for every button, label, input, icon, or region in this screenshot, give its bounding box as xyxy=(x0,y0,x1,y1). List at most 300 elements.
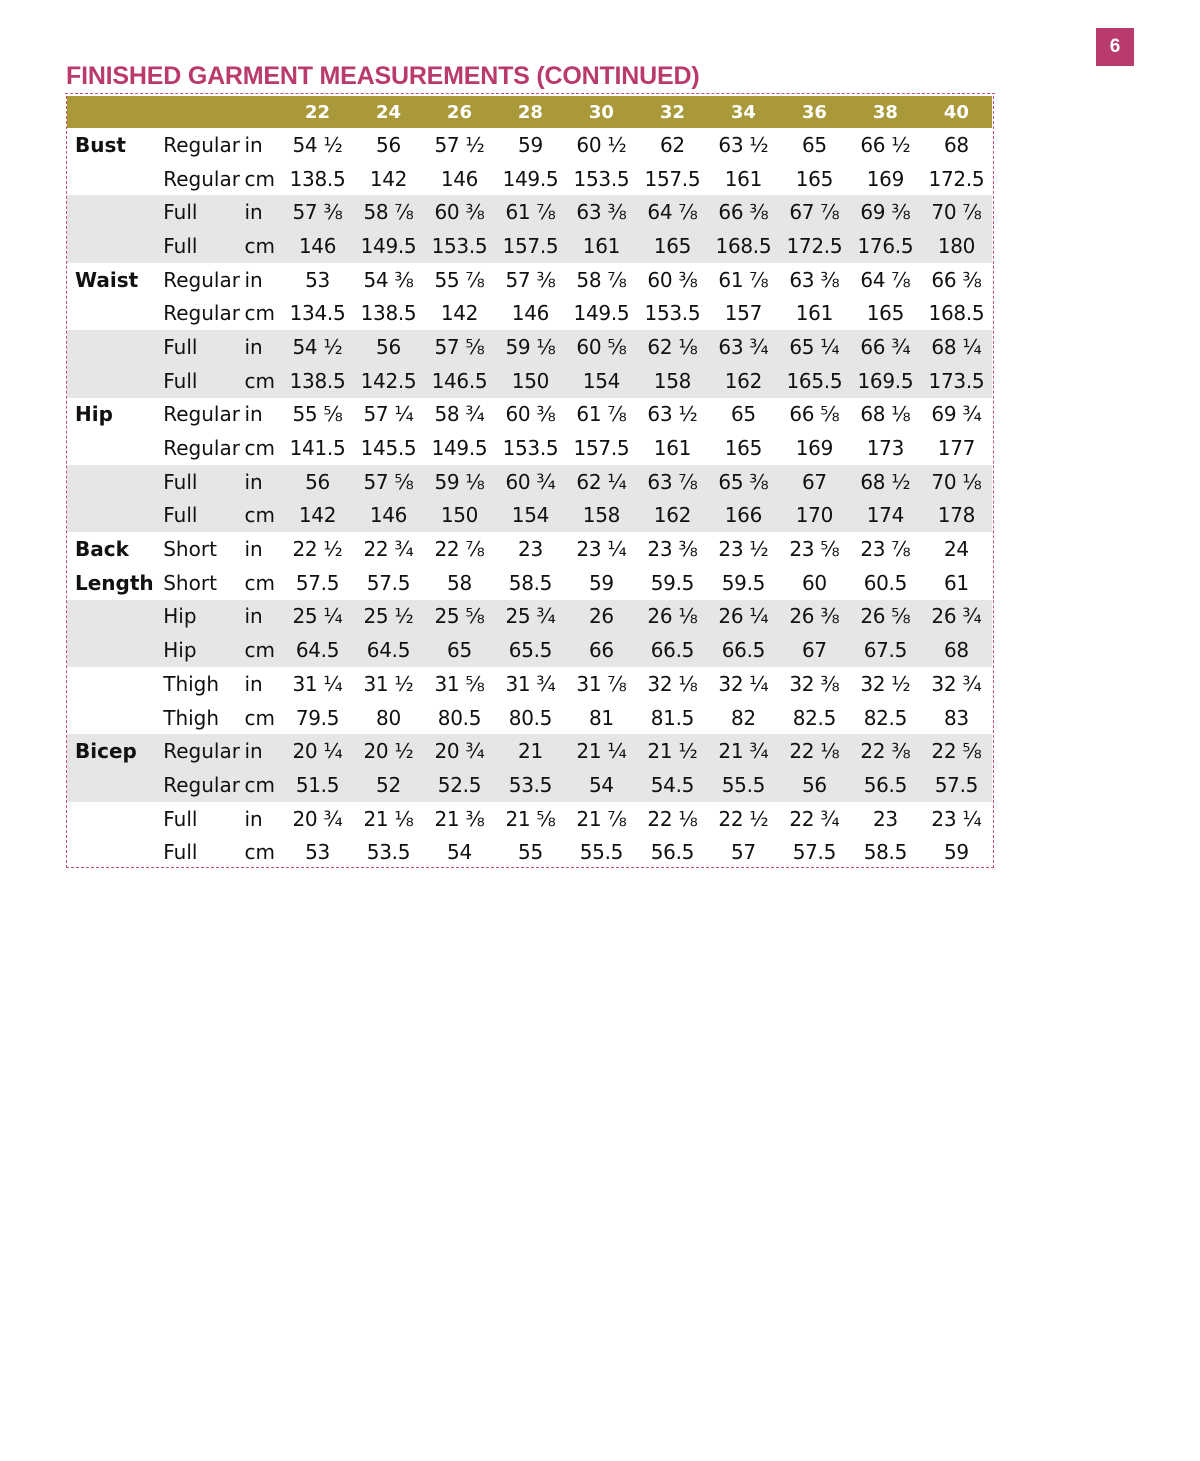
measurement-value: 169 xyxy=(795,436,834,461)
measurement-value: 57 ⅜ xyxy=(292,200,343,225)
measurement-value: 66 ¾ xyxy=(860,334,911,359)
fit-label: Full xyxy=(163,840,198,865)
size-header-24: 24 xyxy=(375,101,401,123)
measurement-value: 56 xyxy=(305,469,330,494)
measurement-value: 70 ⅞ xyxy=(931,200,982,225)
measurement-value: 59.5 xyxy=(650,570,695,595)
measurement-value: 53 xyxy=(305,267,330,292)
measurement-value: 146 xyxy=(369,503,408,528)
size-header-22: 22 xyxy=(304,101,331,123)
measurement-value: 52.5 xyxy=(437,772,482,797)
measurement-value: 56 xyxy=(376,334,401,359)
fit-label: Thigh xyxy=(163,705,220,730)
measurement-value: 165 xyxy=(724,436,763,461)
unit-label: cm xyxy=(244,840,275,865)
measurement-value: 66.5 xyxy=(650,638,695,663)
unit-label: cm xyxy=(244,166,275,191)
page-title: FINISHED GARMENT MEASUREMENTS (CONTINUED) xyxy=(66,62,700,90)
measurement-value: 59 xyxy=(944,840,969,865)
measurement-value: 134.5 xyxy=(289,301,346,326)
measurement-value: 60 ¾ xyxy=(505,469,556,494)
measurement-value: 59 ⅛ xyxy=(434,469,485,494)
measurement-value: 158 xyxy=(582,503,621,528)
table-row xyxy=(67,499,992,533)
measurement-value: 161 xyxy=(653,436,692,461)
size-header-row xyxy=(67,96,992,128)
table-row xyxy=(67,465,992,499)
measurement-value: 61 ⅞ xyxy=(576,402,627,427)
measurement-value: 66 ⅜ xyxy=(931,267,982,292)
measurement-group xyxy=(67,229,155,263)
measurement-value: 60 xyxy=(801,570,827,595)
measurement-value: 66 ⅜ xyxy=(718,200,769,225)
measurement-value: 153.5 xyxy=(431,233,488,258)
measurements-body xyxy=(67,128,992,869)
table-row xyxy=(67,835,992,869)
measurement-value: 67 xyxy=(801,469,827,494)
measurement-value: 23 ⅞ xyxy=(860,537,911,562)
measurement-value: 177 xyxy=(937,436,976,461)
measurement-value: 54 xyxy=(447,840,472,865)
unit-label: cm xyxy=(244,705,275,730)
table-row xyxy=(67,162,992,196)
size-header-28: 28 xyxy=(517,101,543,123)
measurement-value: 26 ⅝ xyxy=(860,604,911,629)
measurement-value: 53.5 xyxy=(508,772,553,797)
measurement-value: 57.5 xyxy=(934,772,979,797)
measurement-value: 25 ⅝ xyxy=(434,604,485,629)
measurement-value: 146 xyxy=(440,166,479,191)
measurement-value: 20 ¾ xyxy=(292,806,343,831)
measurement-value: 165 xyxy=(866,301,904,326)
measurement-group xyxy=(67,768,155,802)
measurement-value: 63 ⅜ xyxy=(576,200,627,225)
table-row xyxy=(67,667,992,701)
measurement-group xyxy=(67,802,155,836)
measurements-table-frame xyxy=(66,96,994,868)
measurement-value: 52 xyxy=(376,772,401,797)
measurement-value: 32 ¼ xyxy=(718,671,769,696)
measurement-value: 67.5 xyxy=(863,638,908,663)
unit-label: in xyxy=(244,267,263,292)
measurement-value: 178 xyxy=(937,503,976,528)
measurement-value: 162 xyxy=(724,368,763,393)
measurement-value: 61 xyxy=(944,570,969,595)
measurement-value: 62 xyxy=(659,132,685,157)
measurement-value: 162 xyxy=(653,503,692,528)
measurement-value: 169 xyxy=(866,166,904,191)
fit-label: Regular xyxy=(163,402,240,427)
measurement-value: 154 xyxy=(511,503,550,528)
measurement-value: 23 xyxy=(872,806,898,831)
table-row xyxy=(67,600,992,634)
measurement-value: 22 ½ xyxy=(718,806,769,831)
fit-label: Regular xyxy=(163,267,240,292)
measurement-value: 141.5 xyxy=(289,436,346,461)
measurement-value: 32 ⅜ xyxy=(789,671,840,696)
measurement-value: 168.5 xyxy=(715,233,772,258)
measurement-value: 166 xyxy=(724,503,763,528)
unit-label: in xyxy=(244,604,263,629)
table-row xyxy=(67,229,992,263)
measurement-group xyxy=(67,667,155,701)
measurement-value: 55 ⅞ xyxy=(434,267,485,292)
measurement-value: 154 xyxy=(582,368,621,393)
fit-label: Full xyxy=(163,469,198,494)
unit-label: in xyxy=(244,132,263,157)
measurement-value: 176.5 xyxy=(857,233,914,258)
measurement-value: 158 xyxy=(653,368,692,393)
measurement-group xyxy=(67,296,155,330)
measurement-group: Back xyxy=(75,537,129,562)
measurement-group xyxy=(67,499,155,533)
measurement-value: 21 ⅞ xyxy=(576,806,627,831)
measurement-value: 63 ⅜ xyxy=(789,267,840,292)
measurement-value: 146 xyxy=(298,233,337,258)
measurement-value: 63 ⅞ xyxy=(647,469,698,494)
measurement-value: 68 ¼ xyxy=(931,334,982,359)
measurement-value: 23 ⅜ xyxy=(647,537,698,562)
measurement-value: 68 xyxy=(944,132,969,157)
measurement-value: 57 ⅜ xyxy=(505,267,556,292)
measurement-value: 157 xyxy=(724,301,763,326)
measurement-value: 20 ¾ xyxy=(434,739,485,764)
measurement-value: 149.5 xyxy=(502,166,559,191)
measurement-value: 150 xyxy=(511,368,550,393)
measurement-value: 153.5 xyxy=(573,166,630,191)
measurement-group: Waist xyxy=(75,267,139,292)
measurement-value: 57.5 xyxy=(295,570,340,595)
unit-label: cm xyxy=(244,233,275,258)
unit-label: cm xyxy=(244,301,275,326)
measurement-group xyxy=(67,835,155,869)
page-number-badge xyxy=(1096,28,1134,66)
measurement-value: 26 ¾ xyxy=(931,604,982,629)
fit-label: Regular xyxy=(163,301,240,326)
measurement-value: 81.5 xyxy=(650,705,695,730)
measurement-group xyxy=(67,364,155,398)
measurement-value: 22 ⅞ xyxy=(434,537,485,562)
measurement-group: Bust xyxy=(75,132,126,157)
measurement-value: 32 ¾ xyxy=(931,671,982,696)
page-number: 6 xyxy=(1109,36,1121,57)
measurement-value: 64.5 xyxy=(366,638,411,663)
measurement-value: 149.5 xyxy=(360,233,417,258)
measurement-value: 63 ¾ xyxy=(718,334,769,359)
measurement-value: 57.5 xyxy=(366,570,411,595)
measurement-value: 65.5 xyxy=(508,638,553,663)
measurement-value: 23 xyxy=(518,537,543,562)
measurement-value: 142 xyxy=(298,503,337,528)
measurement-value: 67 xyxy=(801,638,827,663)
unit-label: cm xyxy=(244,772,275,797)
measurement-value: 58 ¾ xyxy=(434,402,485,427)
measurement-value: 22 ¾ xyxy=(789,806,840,831)
table-row xyxy=(67,532,992,566)
measurement-value: 58.5 xyxy=(508,570,553,595)
table-row xyxy=(67,768,992,802)
measurement-value: 24 xyxy=(944,537,969,562)
measurement-value: 31 ½ xyxy=(363,671,414,696)
measurement-value: 79.5 xyxy=(295,705,340,730)
measurement-value: 54 ⅜ xyxy=(363,267,414,292)
measurement-value: 57 ⅝ xyxy=(434,334,485,359)
size-header-26: 26 xyxy=(446,101,472,123)
measurement-value: 65 ⅜ xyxy=(718,469,769,494)
fit-label: Short xyxy=(163,570,217,595)
measurement-value: 65 xyxy=(801,132,827,157)
table-row xyxy=(67,734,992,768)
measurement-value: 82.5 xyxy=(792,705,837,730)
measurement-value: 161 xyxy=(724,166,763,191)
measurement-value: 64.5 xyxy=(295,638,340,663)
table-row xyxy=(67,701,992,735)
measurement-value: 22 ½ xyxy=(292,537,343,562)
measurement-value: 57 xyxy=(730,840,756,865)
header-blank xyxy=(155,96,244,128)
unit-label: in xyxy=(244,200,263,225)
measurement-value: 57.5 xyxy=(792,840,837,865)
fit-label: Full xyxy=(163,200,198,225)
measurement-value: 21 ¾ xyxy=(718,739,769,764)
unit-label: cm xyxy=(244,368,275,393)
table-row xyxy=(67,802,992,836)
measurement-value: 23 ⅝ xyxy=(789,537,840,562)
measurement-value: 22 ¾ xyxy=(363,537,414,562)
fit-label: Regular xyxy=(163,132,240,157)
measurement-value: 54.5 xyxy=(650,772,695,797)
measurement-value: 157.5 xyxy=(644,166,701,191)
measurement-value: 51.5 xyxy=(295,772,340,797)
measurement-value: 161 xyxy=(582,233,621,258)
table-row xyxy=(67,398,992,432)
measurement-value: 57 ½ xyxy=(434,132,485,157)
measurement-value: 157.5 xyxy=(502,233,559,258)
measurement-value: 58.5 xyxy=(863,840,908,865)
measurement-value: 172.5 xyxy=(928,166,985,191)
measurement-value: 64 ⅞ xyxy=(860,267,911,292)
measurement-value: 58 ⅞ xyxy=(576,267,627,292)
measurement-value: 31 ⅝ xyxy=(434,671,485,696)
measurement-value: 64 ⅞ xyxy=(647,200,698,225)
measurement-value: 174 xyxy=(866,503,904,528)
measurement-value: 54 ½ xyxy=(292,334,343,359)
unit-label: cm xyxy=(244,570,275,595)
header-blank xyxy=(244,96,282,128)
size-header-32: 32 xyxy=(659,101,685,123)
fit-label: Hip xyxy=(163,638,197,663)
fit-label: Regular xyxy=(163,739,240,764)
measurement-value: 55 xyxy=(518,840,543,865)
measurement-group: Bicep xyxy=(75,739,137,764)
measurement-value: 21 ⅛ xyxy=(363,806,414,831)
measurement-value: 60 ⅜ xyxy=(505,402,556,427)
measurement-value: 169.5 xyxy=(857,368,914,393)
fit-label: Full xyxy=(163,806,198,831)
measurement-value: 59.5 xyxy=(721,570,766,595)
measurement-value: 66 xyxy=(589,638,614,663)
measurement-value: 170 xyxy=(795,503,834,528)
table-row xyxy=(67,296,992,330)
measurement-group xyxy=(67,162,155,196)
measurement-group: Hip xyxy=(75,402,113,427)
measurement-value: 153.5 xyxy=(644,301,701,326)
measurement-value: 66 ½ xyxy=(860,132,911,157)
measurement-value: 21 xyxy=(518,739,543,764)
table-row xyxy=(67,195,992,229)
measurement-value: 56 xyxy=(801,772,827,797)
measurement-value: 57 ¼ xyxy=(363,402,414,427)
measurement-value: 59 xyxy=(589,570,614,595)
measurement-value: 165 xyxy=(653,233,692,258)
measurement-group xyxy=(67,600,155,634)
measurement-group xyxy=(67,195,155,229)
measurement-value: 172.5 xyxy=(786,233,843,258)
measurement-value: 54 xyxy=(589,772,614,797)
measurement-value: 63 ½ xyxy=(647,402,698,427)
measurement-value: 67 ⅞ xyxy=(789,200,840,225)
fit-label: Full xyxy=(163,368,198,393)
measurement-value: 60 ⅜ xyxy=(647,267,698,292)
measurement-value: 168.5 xyxy=(928,301,985,326)
measurement-value: 56.5 xyxy=(650,840,695,865)
unit-label: cm xyxy=(244,436,275,461)
measurement-value: 165 xyxy=(795,166,834,191)
measurement-value: 173 xyxy=(866,436,904,461)
measurement-value: 26 ⅜ xyxy=(789,604,840,629)
measurement-value: 81 xyxy=(589,705,614,730)
measurement-value: 23 ¼ xyxy=(931,806,982,831)
measurement-value: 31 ¾ xyxy=(505,671,556,696)
fit-label: Thigh xyxy=(163,671,220,696)
size-header-30: 30 xyxy=(588,101,614,123)
measurement-value: 68 ⅛ xyxy=(860,402,911,427)
unit-label: cm xyxy=(244,503,275,528)
measurement-group xyxy=(67,330,155,364)
measurement-group xyxy=(67,701,155,735)
measurement-value: 161 xyxy=(795,301,834,326)
measurement-value: 70 ⅛ xyxy=(931,469,982,494)
measurement-value: 59 ⅛ xyxy=(505,334,556,359)
measurement-value: 138.5 xyxy=(360,301,417,326)
measurement-value: 68 xyxy=(944,638,969,663)
measurement-value: 80.5 xyxy=(508,705,553,730)
measurement-value: 146.5 xyxy=(431,368,488,393)
fit-label: Regular xyxy=(163,772,240,797)
unit-label: in xyxy=(244,469,263,494)
measurement-value: 21 ⅝ xyxy=(505,806,556,831)
measurement-value: 26 ¼ xyxy=(718,604,769,629)
measurement-value: 22 ⅝ xyxy=(931,739,982,764)
fit-label: Full xyxy=(163,503,198,528)
measurement-value: 26 ⅛ xyxy=(647,604,698,629)
measurement-value: 153.5 xyxy=(502,436,559,461)
header-blank xyxy=(67,96,155,128)
measurement-value: 55.5 xyxy=(579,840,624,865)
measurement-value: 56 xyxy=(376,132,401,157)
measurement-value: 21 ¼ xyxy=(576,739,627,764)
measurement-value: 142.5 xyxy=(360,368,417,393)
fit-label: Full xyxy=(163,334,198,359)
measurement-value: 58 xyxy=(447,570,472,595)
measurement-value: 82 xyxy=(730,705,756,730)
measurement-value: 31 ⅞ xyxy=(576,671,627,696)
measurement-value: 60 ½ xyxy=(576,132,627,157)
measurement-value: 21 ½ xyxy=(647,739,698,764)
measurement-value: 20 ½ xyxy=(363,739,414,764)
measurement-value: 53 xyxy=(305,840,330,865)
measurement-value: 25 ¼ xyxy=(292,604,343,629)
measurement-value: 173.5 xyxy=(928,368,985,393)
measurement-value: 65 ¼ xyxy=(789,334,840,359)
measurement-value: 22 ⅛ xyxy=(647,806,698,831)
measurement-value: 157.5 xyxy=(573,436,630,461)
measurement-value: 23 ½ xyxy=(718,537,769,562)
measurement-value: 22 ⅛ xyxy=(789,739,840,764)
measurement-value: 80.5 xyxy=(437,705,482,730)
measurement-value: 21 ⅜ xyxy=(434,806,485,831)
unit-label: in xyxy=(244,806,263,831)
measurement-value: 55 ⅝ xyxy=(292,402,343,427)
measurement-value: 66 ⅝ xyxy=(789,402,840,427)
measurement-value: 62 ¼ xyxy=(576,469,627,494)
measurement-value: 83 xyxy=(944,705,969,730)
measurement-group xyxy=(67,431,155,465)
measurement-value: 54 ½ xyxy=(292,132,343,157)
measurement-value: 82.5 xyxy=(863,705,908,730)
measurement-value: 138.5 xyxy=(289,368,346,393)
measurements-table xyxy=(67,96,992,869)
measurement-value: 149.5 xyxy=(573,301,630,326)
measurement-value: 26 xyxy=(589,604,614,629)
measurement-value: 69 ⅜ xyxy=(860,200,911,225)
size-header-40: 40 xyxy=(943,101,969,123)
measurement-value: 22 ⅜ xyxy=(860,739,911,764)
unit-label: in xyxy=(244,537,263,562)
size-header-36: 36 xyxy=(801,101,827,123)
table-row xyxy=(67,128,992,162)
measurement-value: 62 ⅛ xyxy=(647,334,698,359)
measurement-value: 65 xyxy=(730,402,756,427)
size-header-38: 38 xyxy=(872,101,898,123)
measurement-value: 61 ⅞ xyxy=(505,200,556,225)
measurement-value: 53.5 xyxy=(366,840,411,865)
fit-label: Short xyxy=(163,537,217,562)
measurement-value: 180 xyxy=(937,233,976,258)
measurement-value: 32 ⅛ xyxy=(647,671,698,696)
measurement-value: 23 ¼ xyxy=(576,537,627,562)
measurement-value: 145.5 xyxy=(360,436,417,461)
measurement-value: 31 ¼ xyxy=(292,671,343,696)
measurement-value: 60 ⅝ xyxy=(576,334,627,359)
measurement-group: Length xyxy=(75,570,154,595)
measurement-value: 20 ¼ xyxy=(292,739,343,764)
measurement-value: 68 ½ xyxy=(860,469,911,494)
measurement-value: 55.5 xyxy=(721,772,766,797)
table-row xyxy=(67,566,992,600)
measurement-value: 59 xyxy=(518,132,543,157)
table-row xyxy=(67,263,992,297)
measurement-value: 146 xyxy=(511,301,550,326)
measurement-value: 60 ⅜ xyxy=(434,200,485,225)
measurement-value: 142 xyxy=(440,301,479,326)
measurement-value: 57 ⅝ xyxy=(363,469,414,494)
measurement-group xyxy=(67,633,155,667)
fit-label: Regular xyxy=(163,436,240,461)
measurement-group xyxy=(67,465,155,499)
measurement-value: 66.5 xyxy=(721,638,766,663)
unit-label: in xyxy=(244,671,263,696)
